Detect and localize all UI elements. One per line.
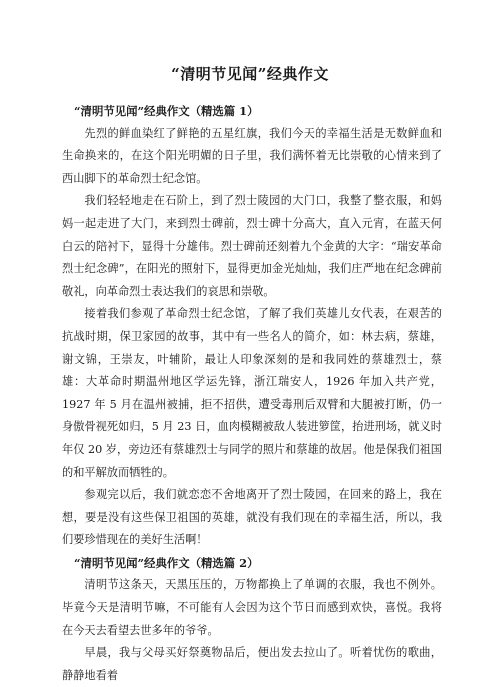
paragraph: 清明节这条天，天黑压压的，万物都换上了单调的衣服，我也不例外。毕竟今天是清明节嘛，不可能有人会因为这个节日而感到欢快，喜悦。我将在今天去看望去世多年的爷爷。 — [62, 578, 442, 637]
paragraph: 参观完以后，我们就恋恋不舍地离开了烈士陵园，在回来的路上，我在想，要是没有这些保卫祖国的英雄，就没有我们现在的幸福生活，所以，我们要珍惜现在的美好生活啊！ — [62, 488, 442, 547]
document-body — [62, 100, 442, 687]
section-heading: “清明节见闻”经典作文（精选篇 1） — [74, 104, 259, 118]
section-heading: “清明节见闻”经典作文（精选篇 2） — [74, 555, 259, 570]
document-title: “清明节见闻”经典作文 — [171, 65, 329, 83]
paragraph: 先烈的鲜血染红了鲜艳的五星红旗，我们今天的幸福生活是无数鲜血和生命换来的，在这个阳光明媚的日子里，我们满怀着无比崇敬的心情来到了西山脚下的革命烈士纪念馆。 — [62, 126, 442, 185]
paragraph: 接着我们参观了革命烈士纪念馆，了解了我们英雄儿女代表，在艰苦的抗战时期，保卫家园的故事，其中有一些名人的简介，如：林去病，蔡雄，谢文锦，王崇友，叶辅阶，最让人印象深刻的是和我同姓的蔡雄烈士，蔡雄：大革命时期温州地区学运先锋，浙江瑞安人，1926 年加入共产党，1927 年 5 月在温州被捕，拒不招供，遭受毒刑后双臂和大腿被打断，仍一身傲骨视死如归，5 月 23 日，血肉模糊被敌人装进箩筐，抬进刑场，就义时年仅 20 岁，旁边还有蔡雄烈士与同学的照片和蔡雄的故居。他是保我们祖国的和平解放而牺牲的。 — [62, 307, 442, 479]
paragraph: 我们轻轻地走在石阶上，到了烈士陵园的大门口，我整了整衣服，和妈妈一起走进了大门，来到烈士碑前，烈士碑十分高大，直入元宵，在蓝天何白云的陪衬下，显得十分雄伟。烈士碑前还刻着九个金黄的大字：“瑞安革命烈士纪念碑”，在阳光的照射下，显得更加金光灿灿，我们庄严地在纪念碑前敬礼，向革命烈士表达我们的哀思和崇敬。 — [62, 194, 442, 298]
paragraph: 早晨，我与父母买好祭奠物品后，便出发去拉山了。听着忧伤的歌曲，静静地看着 — [62, 646, 442, 682]
